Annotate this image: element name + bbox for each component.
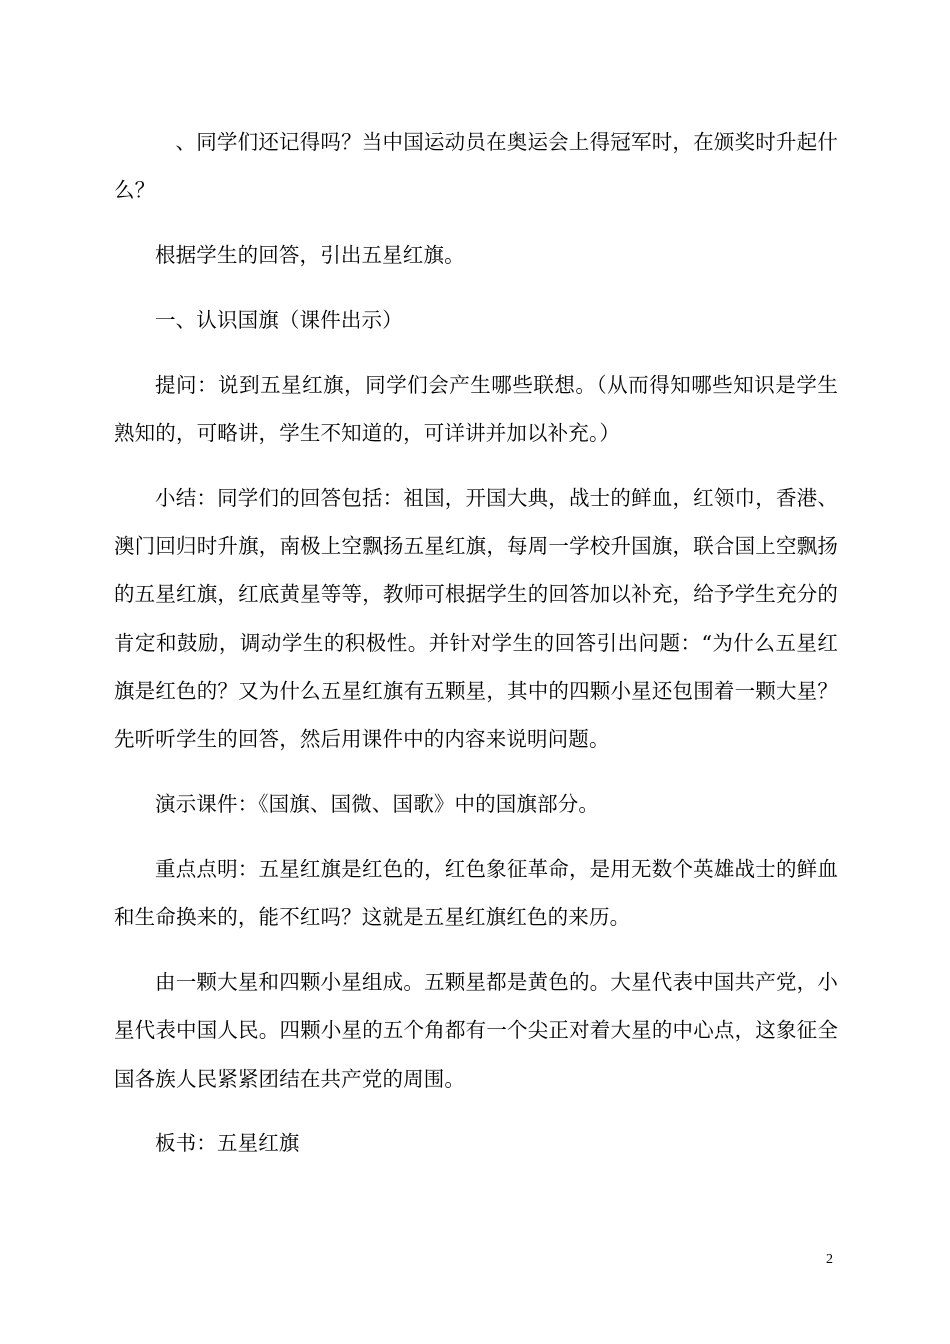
paragraph-summary: 小结：同学们的回答包括：祖国，开国大典，战士的鲜血，红领巾，香港、澳门回归时升旗，南极上空飘扬五星红旗，每周一学校升国旗，联合国上空飘扬的五星红旗，红底黄星等等，教师可根据学生的回答加以补充，给予学生充分的肯定和鼓励，调动学生的积极性。并针对学生的回答引出问题：“为什么五星红旗是红色的？又为什么五星红旗有五颗星，其中的四颗小星还包围着一颗大星？先听听学生的回答，然后用课件中的内容来说明问题。 [114, 485, 838, 752]
paragraph-demo-courseware: 演示课件：《国旗、国微、国歌》中的国旗部分。 [155, 792, 600, 817]
page-number: 2 [826, 1252, 833, 1267]
paragraph-stars-meaning: 由一颗大星和四颗小星组成。五颗星都是黄色的。大星代表中国共产党，小星代表中国人民。四颗小星的五个角都有一个尖正对着大星的中心点，这象征全国各族人民紧紧团结在共产党的周围。 [114, 969, 838, 1091]
paragraph-blackboard: 板书：五星红旗 [155, 1131, 300, 1156]
paragraph-introduce-flag: 根据学生的回答，引出五星红旗。 [155, 243, 465, 268]
paragraph-olympics-question: 、同学们还记得吗？当中国运动员在奥运会上得冠军时，在颁奖时升起什么？ [114, 130, 838, 203]
document-body [114, 118, 838, 1184]
paragraph-key-point: 重点点明：五星红旗是红色的，红色象征革命，是用无数个英雄战士的鲜血和生命换来的，能不红吗？这就是五星红旗红色的来历。 [114, 856, 838, 930]
section-heading-know-flag: 一、认识国旗（课件出示） [155, 307, 403, 332]
paragraph-question: 提问：说到五星红旗，同学们会产生哪些联想。（从而得知哪些知识是学生熟知的，可略讲，学生不知道的，可详讲并加以补充。） [114, 372, 838, 445]
